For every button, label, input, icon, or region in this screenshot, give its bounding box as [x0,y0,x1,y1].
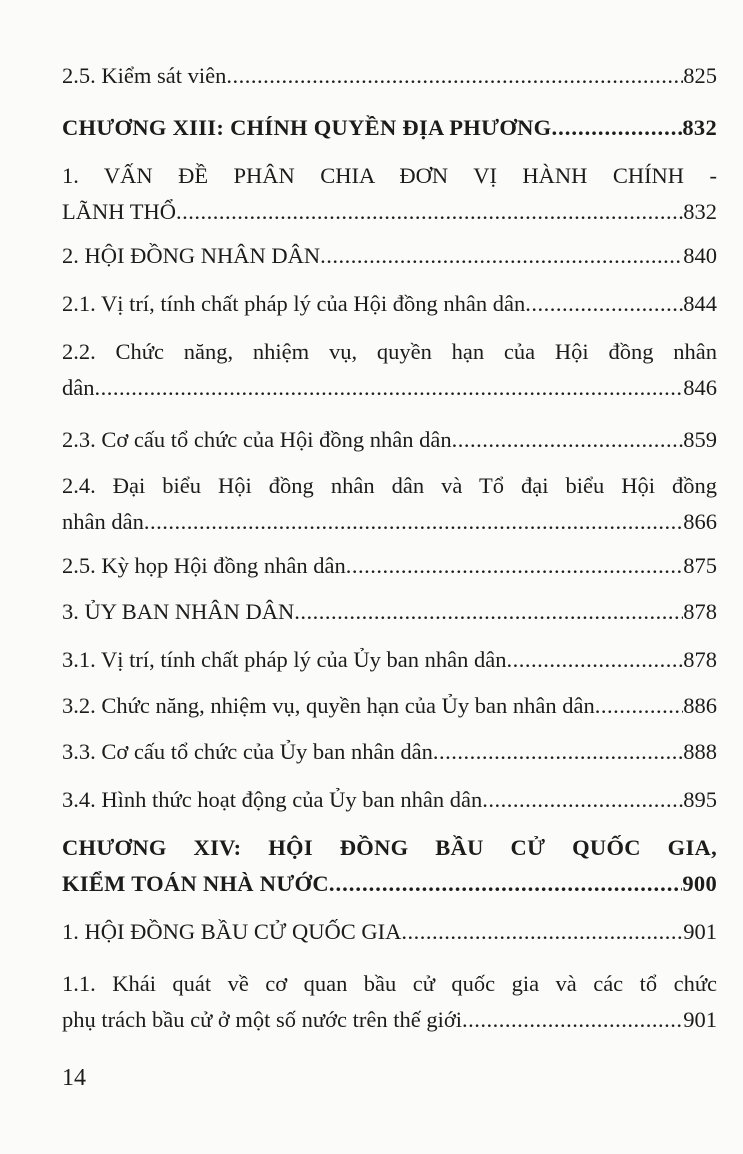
dot-leader [176,194,683,230]
toc-entry-title: 2.2. Chức năng, nhiệm vụ, quyền hạn của Hội đồng nhân [62,339,717,364]
dot-leader [452,422,684,458]
toc-page-number: 901 [683,919,717,944]
toc-page-number: 901 [683,1007,717,1032]
toc-page-number: 846 [683,375,717,400]
dot-leader [525,286,683,322]
toc-entry-title: 3. ỦY BAN NHÂN DÂN [62,599,295,624]
toc-entry[interactable] [62,642,717,678]
dot-leader [551,110,682,146]
toc-entry[interactable] [62,286,717,322]
toc-entry-title: 2.4. Đại biểu Hội đồng nhân dân và Tổ đại biểu Hội đồng [62,473,717,498]
toc-entry-title-cont: dân [62,375,95,400]
toc-entry-title-cont: LÃNH THỔ [62,199,176,224]
toc-page-number: 844 [683,291,717,316]
toc-entry-title-cont: KIỂM TOÁN NHÀ NƯỚC [62,871,329,896]
toc-page-number: 900 [682,871,717,896]
toc-entry[interactable] [62,468,717,540]
toc-page-number: 832 [683,199,717,224]
toc-entry-title: 1. VẤN ĐỀ PHÂN CHIA ĐƠN VỊ HÀNH CHÍNH - [62,163,717,188]
toc-entry[interactable] [62,158,717,230]
dot-leader [595,688,684,724]
toc-entry-title: 2.5. Kiểm sát viên [62,63,227,88]
dot-leader [329,866,682,902]
toc-chapter-heading[interactable] [62,110,717,146]
toc-entry-title: 1. HỘI ĐỒNG BẦU CỬ QUỐC GIA [62,919,402,944]
toc-entry[interactable] [62,548,717,584]
toc-entry[interactable] [62,782,717,818]
dot-leader [95,370,684,406]
toc-entry[interactable] [62,966,717,1038]
dot-leader [401,914,683,950]
toc-entry-title: 2. HỘI ĐỒNG NHÂN DÂN [62,243,321,268]
toc-page-number: 840 [683,243,717,268]
toc-page-number: 825 [683,63,717,88]
toc-entry-title: 1.1. Khái quát về cơ quan bầu cử quốc gia và các tổ chức [62,971,717,996]
toc-entry[interactable] [62,58,717,94]
dot-leader [482,782,683,818]
toc-entry[interactable] [62,914,717,950]
toc-entry-title-cont: nhân dân [62,509,144,534]
dot-leader [346,548,684,584]
toc-entry[interactable] [62,238,717,274]
dot-leader [433,734,683,770]
toc-page-number: 886 [683,693,717,718]
dot-leader [462,1002,683,1038]
dot-leader [507,642,684,678]
toc-entry-title: 3.3. Cơ cấu tổ chức của Ủy ban nhân dân [62,739,433,764]
dot-leader [320,238,683,274]
toc-entry-title: 3.1. Vị trí, tính chất pháp lý của Ủy ban nhân dân [62,647,507,672]
toc-page-number: 895 [683,787,717,812]
toc-entry[interactable] [62,422,717,458]
toc-entry-title: 3.4. Hình thức hoạt động của Ủy ban nhân dân [62,787,483,812]
toc-page-number: 832 [682,115,717,140]
toc-page-number: 888 [683,739,717,764]
toc-entry[interactable] [62,334,717,406]
toc-entry[interactable] [62,734,717,770]
toc-entry-title: 3.2. Chức năng, nhiệm vụ, quyền hạn của Ủy ban nhân dân [62,693,595,718]
toc-page-number: 875 [683,553,717,578]
toc-page-number: 866 [683,509,717,534]
toc-entry-title-cont: phụ trách bầu cử ở một số nước trên thế giới [62,1007,462,1032]
toc-entry-title: 2.5. Kỳ họp Hội đồng nhân dân [62,553,346,578]
dot-leader [294,594,683,630]
toc-page-number: 859 [683,427,717,452]
toc-entry-title: 2.3. Cơ cấu tổ chức của Hội đồng nhân dân [62,427,452,452]
toc-page-number: 878 [683,599,717,624]
page-number: 14 [62,1065,86,1091]
dot-leader [226,58,683,94]
toc-entry-title: 2.1. Vị trí, tính chất pháp lý của Hội đồng nhân dân [62,291,526,316]
toc-chapter-heading[interactable] [62,830,717,902]
toc-entry[interactable] [62,594,717,630]
dot-leader [144,504,683,540]
toc-entry-title: CHƯƠNG XIII: CHÍNH QUYỀN ĐỊA PHƯƠNG [62,115,552,140]
toc-page-number: 878 [683,647,717,672]
toc-entry[interactable] [62,688,717,724]
toc-entry-title: CHƯƠNG XIV: HỘI ĐỒNG BẦU CỬ QUỐC GIA, [62,835,717,860]
